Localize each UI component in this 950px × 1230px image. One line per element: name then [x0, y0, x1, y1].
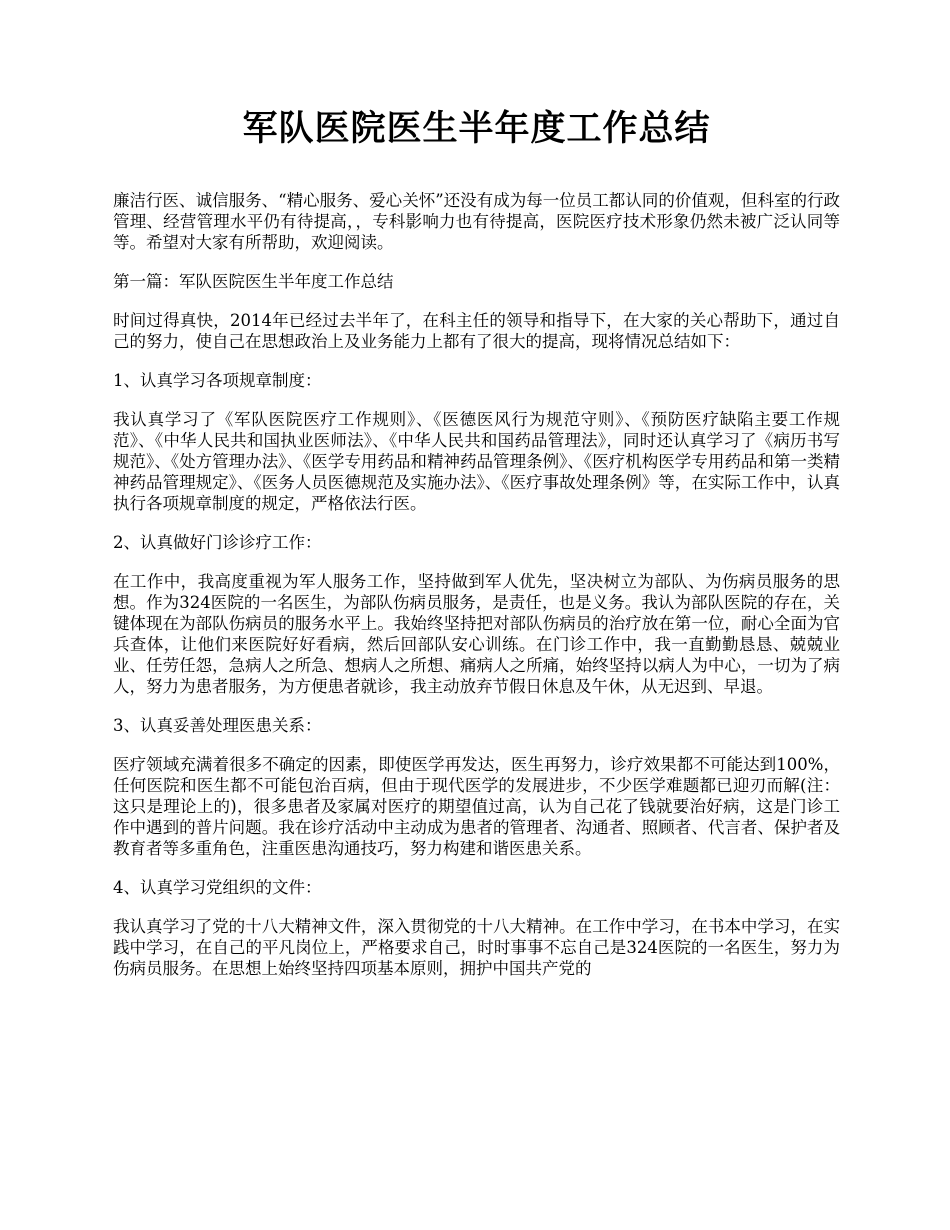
- section-2-body: 在工作中，我高度重视为军人服务工作，坚持做到军人优先，坚决树立为部队、为伤病员服务的思想。作为324医院的一名医生，为部队伤病员服务，是责任，也是义务。我认为部队医院的存在，关键体现在为部队伤病员的服务水平上。我始终坚持把对部队伤病员的治疗放在第一位，耐心全面为官兵查体，让他们来医院好好看病，然后回部队安心训练。在门诊工作中，我一直勤勤恳恳、兢兢业业、任劳任怨，急病人之所急、想病人之所想、痛病人之所痛，始终坚持以病人为中心，一切为了病人，努力为患者服务，为方便患者就诊，我主动放弃节假日休息及午休，从无迟到、早退。: [113, 572, 840, 696]
- document-page: [113, 108, 840, 997]
- section-heading-1: 1、认真学习各项规章制度：: [113, 371, 322, 390]
- section-heading-part-one: 第一篇：军队医院医生半年度工作总结: [113, 272, 394, 291]
- section-heading-2: 2、认真做好门诊诊疗工作：: [113, 533, 322, 552]
- section-heading-4: 4、认真学习党组织的文件：: [113, 878, 322, 897]
- section-4-body: 我认真学习了党的十八大精神文件，深入贯彻党的十八大精神。在工作中学习，在书本中学习，在实践中学习，在自己的平凡岗位上，严格要求自己，时时事事不忘自己是324医院的一名医生，努力为伤病员服务。在思想上始终坚持四项基本原则，拥护中国共产党的: [113, 917, 840, 978]
- section-heading-3: 3、认真妥善处理医患关系：: [113, 716, 322, 735]
- section-3-body: 医疗领域充满着很多不确定的因素，即使医学再发达，医生再努力，诊疗效果都不可能达到100%，任何医院和医生都不可能包治百病，但由于现代医学的发展进步，不少医学难题都已迎刃而解(注：这只是理论上的)，很多患者及家属对医疗的期望值过高，认为自己花了钱就要治好病，这是门诊工作中遇到的普片问题。我在诊疗活动中主动成为患者的管理者、沟通者、照顾者、代言者、保护者及教育者等多重角色，注重医患沟通技巧，努力构建和谐医患关系。: [113, 755, 840, 858]
- section-1-body: 我认真学习了《军队医院医疗工作规则》、《医德医风行为规范守则》、《预防医疗缺陷主要工作规范》、《中华人民共和国执业医师法》、《中华人民共和国药品管理法》，同时还认真学习了《病历书写规范》、《处方管理办法》、《医学专用药品和精神药品管理条例》、《医疗机构医学专用药品和第一类精神药品管理规定》、《医务人员医德规范及实施办法》、《医疗事故处理条例》等，在实际工作中，认真执行各项规章制度的规定，严格依法行医。: [113, 410, 840, 513]
- document-title: 军队医院医生半年度工作总结: [242, 108, 711, 149]
- intro-paragraph: 廉洁行医、诚信服务、“精心服务、爱心关怀”还没有成为每一位员工都认同的价值观，但科室的行政管理、经营管理水平仍有待提高，，专科影响力也有待提高，医院医疗技术形象仍然未被广泛认同等等。希望对大家有所帮助，欢迎阅读。: [113, 191, 840, 252]
- opening-paragraph: 时间过得真快，2014年已经过去半年了，在科主任的领导和指导下，在大家的关心帮助下，通过自己的努力，使自己在思想政治上及业务能力上都有了很大的提高，现将情况总结如下：: [113, 311, 840, 351]
